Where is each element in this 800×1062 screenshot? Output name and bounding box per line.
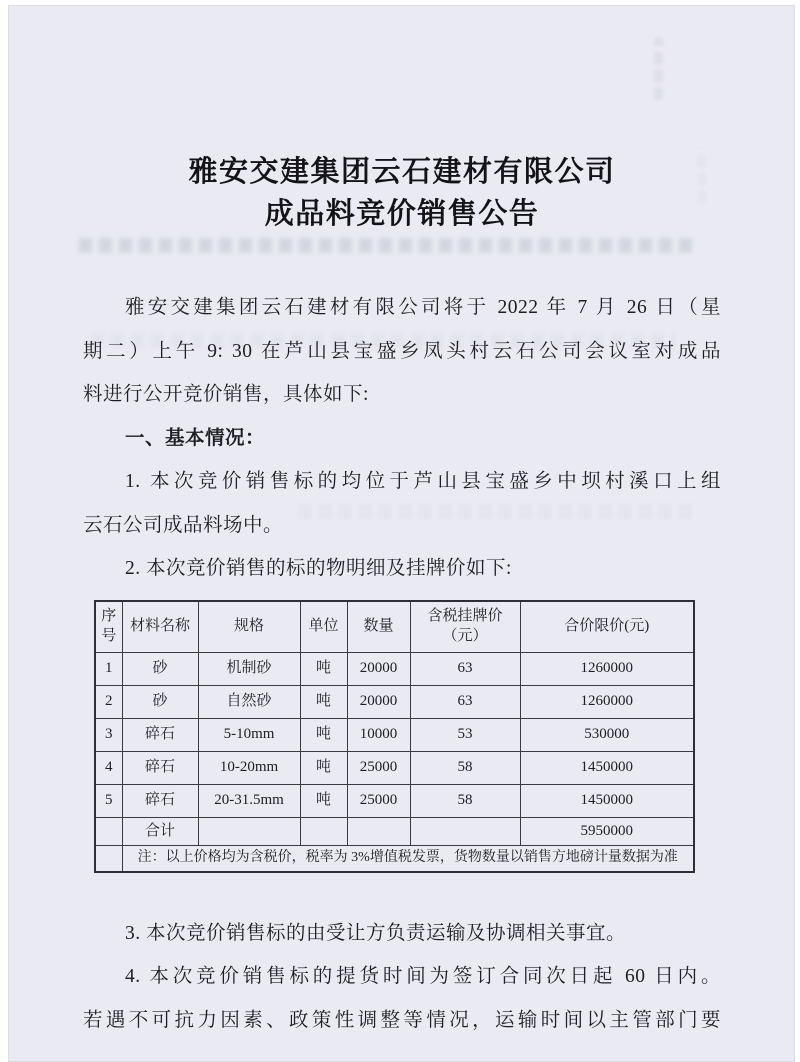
intro-line-3: 料进行公开竞价销售，具体如下: (83, 384, 369, 405)
cell-material: 碎石 (122, 785, 198, 818)
col-header-spec: 规格 (198, 601, 300, 653)
cell-total: 1260000 (520, 686, 694, 719)
cell-spec: 20-31.5mm (198, 785, 300, 818)
item1-line-1: 1. 本次竞价销售标的均位于芦山县宝盛乡中坝村溪口上组 (125, 471, 721, 492)
table-note-row (95, 846, 694, 872)
item4-line-2: 若遇不可抗力因素、政策性调整等情况，运输时间以主管部门要 (83, 1009, 721, 1031)
section-heading: 一、基本情况： (125, 427, 266, 449)
cell-total: 1450000 (520, 785, 694, 818)
cell-empty (198, 818, 300, 846)
cell-total: 1260000 (520, 653, 694, 686)
item1-line-2: 云石公司成品料场中。 (83, 514, 284, 536)
cell-price: 58 (410, 752, 520, 785)
col-header-price-line2: （元） (442, 627, 488, 644)
cell-spec: 机制砂 (198, 653, 300, 686)
col-header-total: 合价限价(元) (520, 601, 694, 653)
table-row (95, 686, 694, 719)
cell-qty: 20000 (347, 653, 410, 686)
cell-seq-empty (95, 818, 122, 846)
cell-qty: 25000 (347, 752, 410, 785)
cell-spec: 自然砂 (198, 686, 300, 719)
table-row (95, 752, 694, 785)
cell-material: 碎石 (122, 752, 198, 785)
cell-empty (410, 818, 520, 846)
cell-unit: 吨 (300, 719, 347, 752)
cell-seq: 2 (95, 686, 122, 719)
price-table (94, 600, 695, 873)
cell-qty: 25000 (347, 785, 410, 818)
total-label: 合计 (122, 818, 198, 846)
cell-unit: 吨 (300, 653, 347, 686)
table-header-row (95, 601, 694, 653)
cell-qty: 20000 (347, 686, 410, 719)
cell-spec: 5-10mm (198, 719, 300, 752)
cell-seq: 3 (95, 719, 122, 752)
page-title (83, 151, 721, 235)
col-header-unit: 单位 (300, 601, 347, 653)
cell-price: 53 (410, 719, 520, 752)
item3-line: 3. 本次竞价销售标的由受让方负责运输及协调相关事宜。 (125, 922, 627, 944)
cell-price: 58 (410, 785, 520, 818)
cell-seq: 1 (95, 653, 122, 686)
table-row (95, 719, 694, 752)
cell-material: 砂 (122, 686, 198, 719)
cell-price: 63 (410, 653, 520, 686)
table-row (95, 653, 694, 686)
cell-seq-empty (95, 846, 122, 872)
col-header-price (410, 601, 520, 653)
item2-line: 2. 本次竞价销售的标的物明细及挂牌价如下: (125, 558, 512, 579)
cell-empty (300, 818, 347, 846)
item4-line-1: 4. 本次竞价销售标的提货时间为签订合同次日起 60 日内。 (125, 966, 721, 987)
col-header-price-line1: 含税挂牌价 (427, 608, 503, 625)
cell-unit: 吨 (300, 752, 347, 785)
document-page (8, 5, 795, 1062)
intro-line-1: 雅安交建集团云石建材有限公司将于 2022 年 7 月 26 日（星 (125, 297, 721, 318)
col-header-index: 序号 (95, 601, 122, 653)
col-header-material: 材料名称 (122, 601, 198, 653)
cell-qty: 10000 (347, 719, 410, 752)
intro-line-2: 期二）上午 9: 30 在芦山县宝盛乡凤头村云石公司会议室对成品 (83, 340, 721, 362)
cell-total: 530000 (520, 719, 694, 752)
cell-seq: 5 (95, 785, 122, 818)
page-title-line2: 成品料竞价销售公告 (264, 198, 540, 230)
table-note: 注：以上价格均为含税价，税率为 3%增值税发票，货物数量以销售方地磅计量数据为准 (122, 846, 694, 872)
table-row (95, 785, 694, 818)
table-total-row (95, 818, 694, 846)
cell-unit: 吨 (300, 785, 347, 818)
total-value: 5950000 (520, 818, 694, 846)
col-header-qty: 数量 (347, 601, 410, 653)
cell-price: 63 (410, 686, 520, 719)
page-title-line1: 雅安交建集团云石建材有限公司 (188, 156, 616, 188)
document-content (83, 6, 721, 1042)
cell-total: 1450000 (520, 752, 694, 785)
cell-empty (347, 818, 410, 846)
cell-seq: 4 (95, 752, 122, 785)
intro-paragraph (83, 286, 721, 417)
cell-material: 砂 (122, 653, 198, 686)
cell-spec: 10-20mm (198, 752, 300, 785)
cell-material: 碎石 (122, 719, 198, 752)
cell-unit: 吨 (300, 686, 347, 719)
